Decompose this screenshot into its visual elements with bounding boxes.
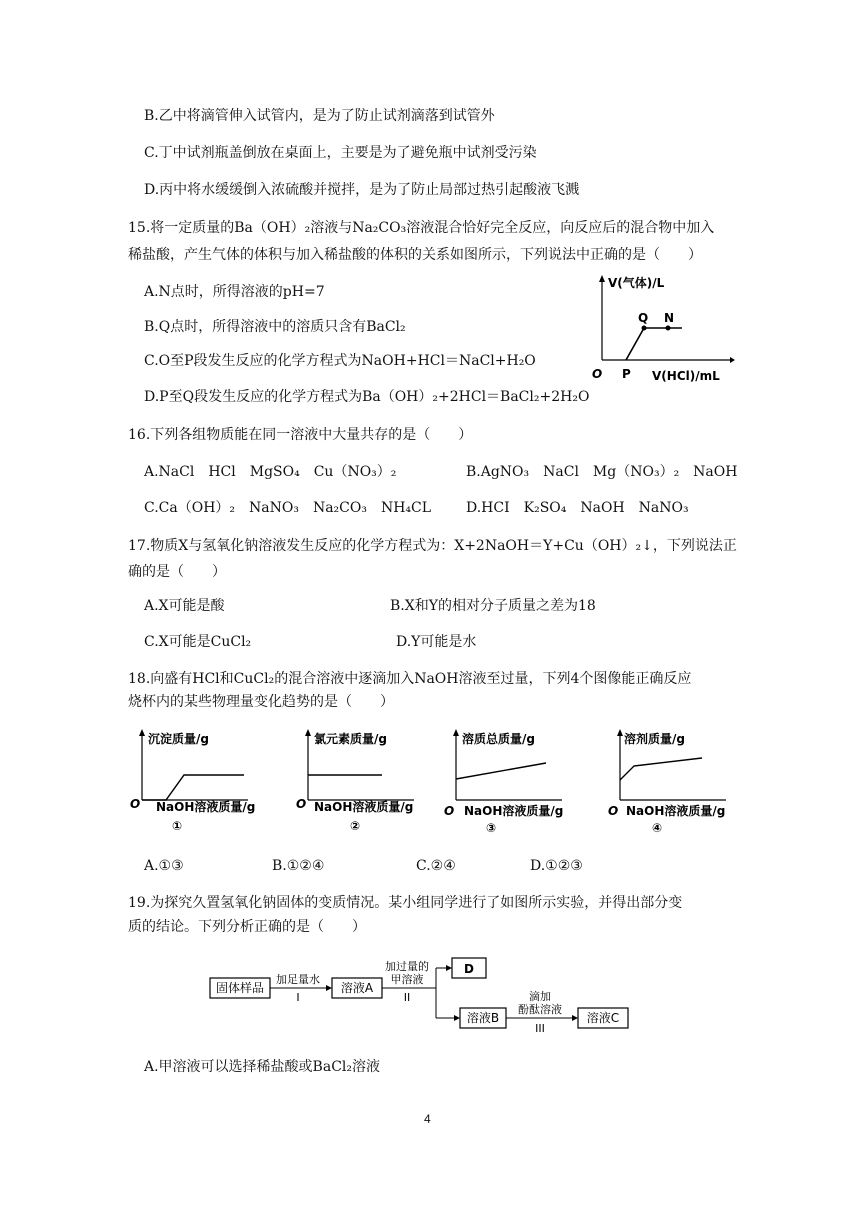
flow-step3-label-line2: 酚酞溶液	[518, 1003, 562, 1016]
flow-step1-num: I	[296, 991, 300, 1004]
q18-graph-2-xlabel: NaOH溶液质量/g	[314, 800, 414, 814]
q15-stem-line1: 15.将一定质量的Ba（OH）₂溶液与Na₂CO₃溶液混合恰好完全反应，向反应后的混合物中加入	[128, 220, 715, 236]
q15-stem-line2: 稀盐酸，产生气体的体积与加入稀盐酸的体积的关系如图所示，下列说法中正确的是（ ）	[128, 247, 702, 263]
q18-graph-1-number: ①	[172, 819, 183, 833]
flow-text-solution-c: 溶液C	[586, 1011, 620, 1025]
q15-option-b: B.Q点时，所得溶液中的溶质只含有BaCl₂	[144, 319, 406, 335]
flow-step3-num: III	[535, 1022, 545, 1035]
q18-graph-4-ylabel: 溶剂质量/g	[624, 732, 685, 746]
q15-graph-point-n: N	[664, 311, 675, 325]
q18-stem-line1: 18.向盛有HCl和CuCl₂的混合溶液中逐滴加入NaOH溶液至过量，下列4个图像能正确反应	[128, 671, 692, 687]
q19-option-a: A.甲溶液可以选择稀盐酸或BaCl₂溶液	[144, 1059, 380, 1075]
q18-graph-1-origin: O	[130, 797, 141, 811]
q19-stem-line2: 质的结论。下列分析正确的是（ ）	[128, 919, 366, 935]
q17-stem-line1: 17.物质X与氢氧化钠溶液发生反应的化学方程式为：X+2NaOH＝Y+Cu（OH）₂↓，下列说法正	[128, 538, 737, 554]
q18-graph-1-xlabel: NaOH溶液质量/g	[156, 800, 256, 814]
q15-option-c: C.O至P段发生反应的化学方程式为NaOH+HCl＝NaCl+H₂O	[144, 353, 536, 369]
flow-text-solution-a: 溶液A	[340, 981, 374, 995]
q18-graph-3-origin: O	[444, 804, 455, 818]
q18-graph-1-ylabel: 沉淀质量/g	[148, 732, 209, 746]
flow-step1-label: 加足量水	[276, 973, 320, 986]
flow-step2-num: II	[403, 991, 411, 1004]
q17-option-d: D.Y可能是水	[396, 634, 477, 650]
q16-stem: 16.下列各组物质能在同一溶液中大量共存的是（ ）	[128, 427, 473, 443]
q14-option-d: D.丙中将水缓缓倒入浓硫酸并搅拌，是为了防止局部过热引起酸液飞溅	[144, 182, 580, 198]
q15-graph-point-p: P	[622, 367, 631, 381]
q19-stem-line1: 19.为探究久置氢氧化钠固体的变质情况。某小组同学进行了如图所示实验，并得出部分变	[128, 895, 683, 911]
q18-graph-3	[442, 722, 592, 840]
q18-graph-4	[606, 722, 756, 840]
q18-graph-2-origin: O	[296, 797, 307, 811]
q18-graph-2-ylabel: 氯元素质量/g	[314, 732, 387, 746]
q18-graph-1	[128, 722, 278, 840]
q17-stem-line2: 确的是（ ）	[128, 564, 226, 580]
q18-option-d: D.①②③	[530, 858, 583, 874]
q17-option-a: A.X可能是酸	[144, 598, 225, 614]
q19-flow-diagram	[200, 948, 660, 1040]
q18-option-b: B.①②④	[272, 858, 325, 874]
q16-option-b: B.AgNO₃ NaCl Mg（NO₃）₂ NaOH	[466, 464, 738, 480]
q18-graph-4-origin: O	[608, 804, 619, 818]
q14-option-b: B.乙中将滴管伸入试管内，是为了防止试剂滴落到试管外	[144, 108, 495, 124]
q18-graph-2-number: ②	[350, 819, 361, 833]
q18-stem-line2: 烧杯内的某些物理量变化趋势的是（ ）	[128, 694, 394, 710]
q15-gas-volume-graph	[590, 270, 735, 385]
q15-graph-origin: O	[592, 367, 603, 381]
flow-text-d: D	[464, 962, 474, 976]
flow-step3-label-line1: 滴加	[529, 990, 551, 1003]
q18-graph-3-ylabel: 溶质总质量/g	[462, 732, 535, 746]
q16-option-c: C.Ca（OH）₂ NaNO₃ Na₂CO₃ NH₄CL	[144, 500, 432, 516]
flow-text-solution-b: 溶液B	[466, 1011, 500, 1025]
q17-option-c: C.X可能是CuCl₂	[144, 634, 252, 650]
flow-text-sample: 固体样品	[215, 981, 265, 995]
flow-step2-label-line2: 甲溶液	[390, 973, 424, 986]
q18-option-a: A.①③	[144, 858, 184, 874]
q16-option-d: D.HCI K₂SO₄ NaOH NaNO₃	[466, 500, 689, 516]
flow-step2-label-line1: 加过量的	[385, 960, 429, 973]
q18-graph-2	[294, 722, 444, 840]
q15-graph-xlabel: V(HCl)/mL	[652, 369, 720, 383]
q17-option-b: B.X和Y的相对分子质量之差为18	[390, 598, 596, 614]
q18-graph-4-number: ④	[652, 821, 663, 835]
q14-option-c: C.丁中试剂瓶盖倒放在桌面上，主要是为了避免瓶中试剂受污染	[144, 145, 537, 161]
q18-graph-3-xlabel: NaOH溶液质量/g	[464, 804, 564, 818]
q16-option-a: A.NaCl HCl MgSO₄ Cu（NO₃）₂	[144, 464, 397, 480]
page-number: 4	[424, 1112, 431, 1126]
q15-option-d: D.P至Q段发生反应的化学方程式为Ba（OH）₂+2HCl＝BaCl₂+2H₂O	[144, 389, 590, 405]
q15-option-a: A.N点时，所得溶液的pH=7	[144, 284, 325, 300]
q18-graph-3-number: ③	[486, 821, 497, 835]
q15-graph-ylabel: V(气体)/L	[608, 276, 665, 290]
q15-graph-point-q: Q	[638, 311, 649, 325]
q18-option-c: C.②④	[416, 858, 456, 874]
q18-graph-4-xlabel: NaOH溶液质量/g	[626, 804, 726, 818]
